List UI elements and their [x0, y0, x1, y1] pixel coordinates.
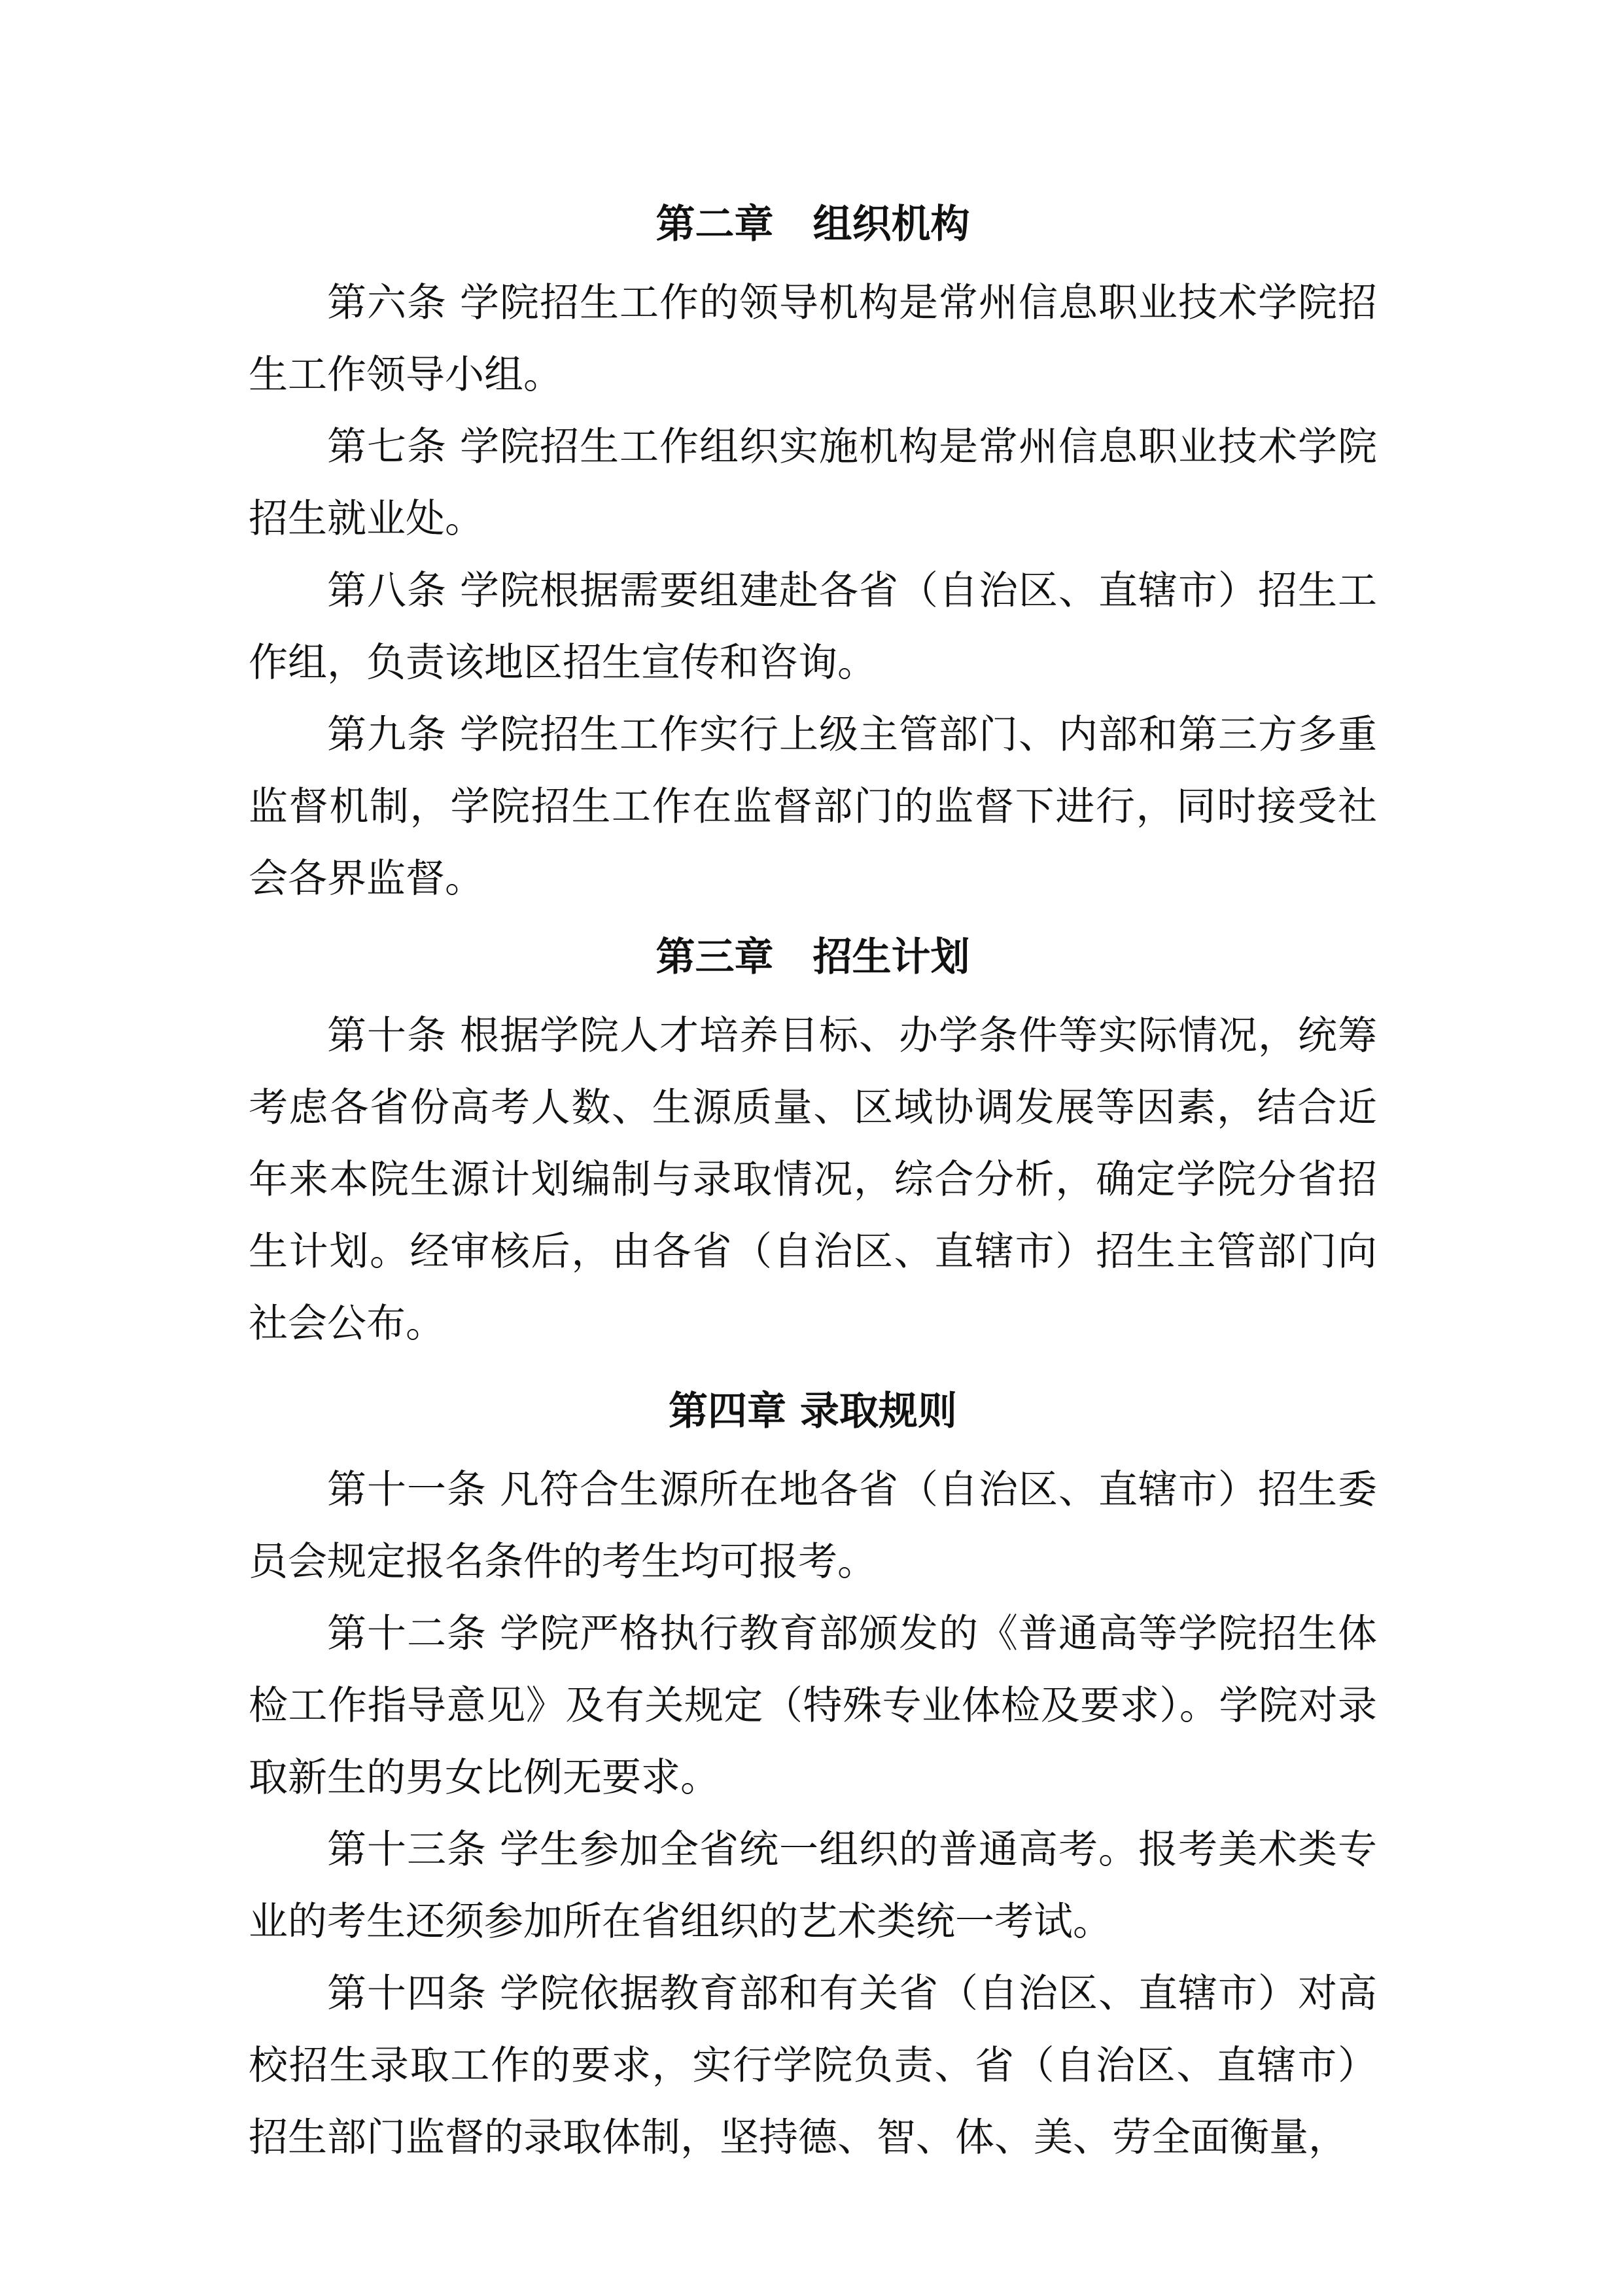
article-12: 第十二条 学院严格执行教育部颁发的《普通高等学院招生体检工作指导意见》及有关规定（特殊专业体检及要求）。学院对录取新生的男女比例无要求。 [249, 1611, 1377, 1801]
article-11: 第十一条 凡符合生源所在地各省（自治区、直辖市）招生委员会规定报名条件的考生均可报考。 [249, 1467, 1377, 1585]
article-7: 第七条 学院招生工作组织实施机构是常州信息职业技术学院招生就业处。 [249, 424, 1377, 542]
article-10: 第十条 根据学院人才培养目标、办学条件等实际情况，统筹考虑各省份高考人数、生源质量、区域协调发展等因素，结合近年来本院生源计划编制与录取情况，综合分析，确定学院分省招生计划。经审核后，由各省（自治区、直辖市）招生主管部门向社会公布。 [249, 1013, 1377, 1347]
article-13: 第十三条 学生参加全省统一组织的普通高考。报考美术类专业的考生还须参加所在省组织的艺术类统一考试。 [249, 1827, 1377, 1945]
chapter-3 [249, 923, 1377, 1360]
article-9: 第九条 学院招生工作实行上级主管部门、内部和第三方多重监督机制，学院招生工作在监督部门的监督下进行，同时接受社会各界监督。 [249, 712, 1377, 902]
chapter-4 [249, 1377, 1377, 2174]
chapter-heading: 第四章 录取规则 [669, 1388, 957, 1434]
article-6: 第六条 学院招生工作的领导机构是常州信息职业技术学院招生工作领导小组。 [249, 280, 1377, 398]
chapter-heading: 第二章 组织机构 [655, 202, 970, 247]
article-8: 第八条 学院根据需要组建赴各省（自治区、直辖市）招生工作组，负责该地区招生宣传和咨询。 [249, 568, 1377, 686]
article-14: 第十四条 学院依据教育部和有关省（自治区、直辖市）对高校招生录取工作的要求，实行学院负责、省（自治区、直辖市）招生部门监督的录取体制，坚持德、智、体、美、劳全面衡量， [249, 1971, 1377, 2161]
document-body [249, 190, 1377, 2174]
chapter-2 [249, 190, 1377, 915]
chapter-heading: 第三章 招生计划 [655, 934, 970, 980]
